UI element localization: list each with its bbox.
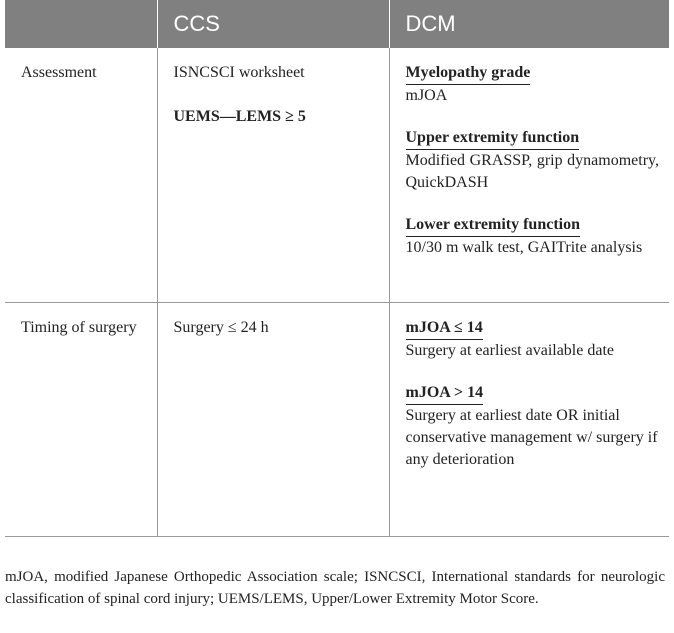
dcm-heading-upper: Upper extremity function bbox=[406, 128, 580, 150]
header-row bbox=[5, 0, 669, 48]
cell-dcm-timing bbox=[389, 302, 669, 536]
table bbox=[5, 0, 669, 537]
header-empty bbox=[5, 0, 157, 48]
header-dcm: DCM bbox=[389, 0, 669, 48]
cell-ccs-timing bbox=[157, 302, 389, 536]
dcm-block-myelopathy bbox=[406, 62, 660, 107]
dcm-block-mjoa-low bbox=[406, 317, 660, 362]
dcm-block-mjoa-high bbox=[406, 382, 660, 471]
dcm-text-mjoa-high: Surgery at earliest date OR initial conservative management w/ surgery if any deterioration bbox=[405, 406, 658, 468]
dcm-text-upper: Modified GRASSP, grip dynamometry, QuickDASH bbox=[405, 152, 659, 191]
table-row-assessment bbox=[5, 48, 669, 302]
ccs-timing-line1: Surgery ≤ 24 h bbox=[173, 318, 269, 336]
dcm-block-upper bbox=[406, 127, 660, 194]
dcm-text-myelopathy: mJOA bbox=[405, 87, 448, 104]
header-ccs: CCS bbox=[157, 0, 389, 48]
dcm-heading-mjoa-high: mJOA > 14 bbox=[406, 383, 484, 405]
cell-ccs-assessment bbox=[157, 48, 389, 302]
dcm-heading-myelopathy: Myelopathy grade bbox=[406, 63, 531, 85]
table-footnote: mJOA, modified Japanese Orthopedic Association scale; ISNCSCI, International standards for neurologic classification of spinal cord injury; UEMS/LEMS, Upper/Lower Extremity Motor Score. bbox=[5, 569, 665, 607]
table-row-timing bbox=[5, 302, 669, 536]
dcm-text-lower: 10/30 m walk test, GAITrite analysis bbox=[405, 239, 643, 256]
dcm-heading-mjoa-low: mJOA ≤ 14 bbox=[406, 318, 483, 340]
dcm-heading-lower: Lower extremity function bbox=[406, 215, 580, 237]
dcm-block-lower bbox=[406, 214, 660, 259]
cell-dcm-assessment bbox=[389, 48, 669, 302]
ccs-assessment-line2: UEMS—LEMS ≥ 5 bbox=[173, 108, 306, 125]
ccs-assessment-line1: ISNCSCI worksheet bbox=[173, 64, 305, 81]
row-label-assessment: Assessment bbox=[5, 48, 157, 302]
comparison-table bbox=[5, 0, 669, 537]
row-label-timing: Timing of surgery bbox=[5, 302, 157, 536]
dcm-text-mjoa-low: Surgery at earliest available date bbox=[405, 341, 614, 359]
